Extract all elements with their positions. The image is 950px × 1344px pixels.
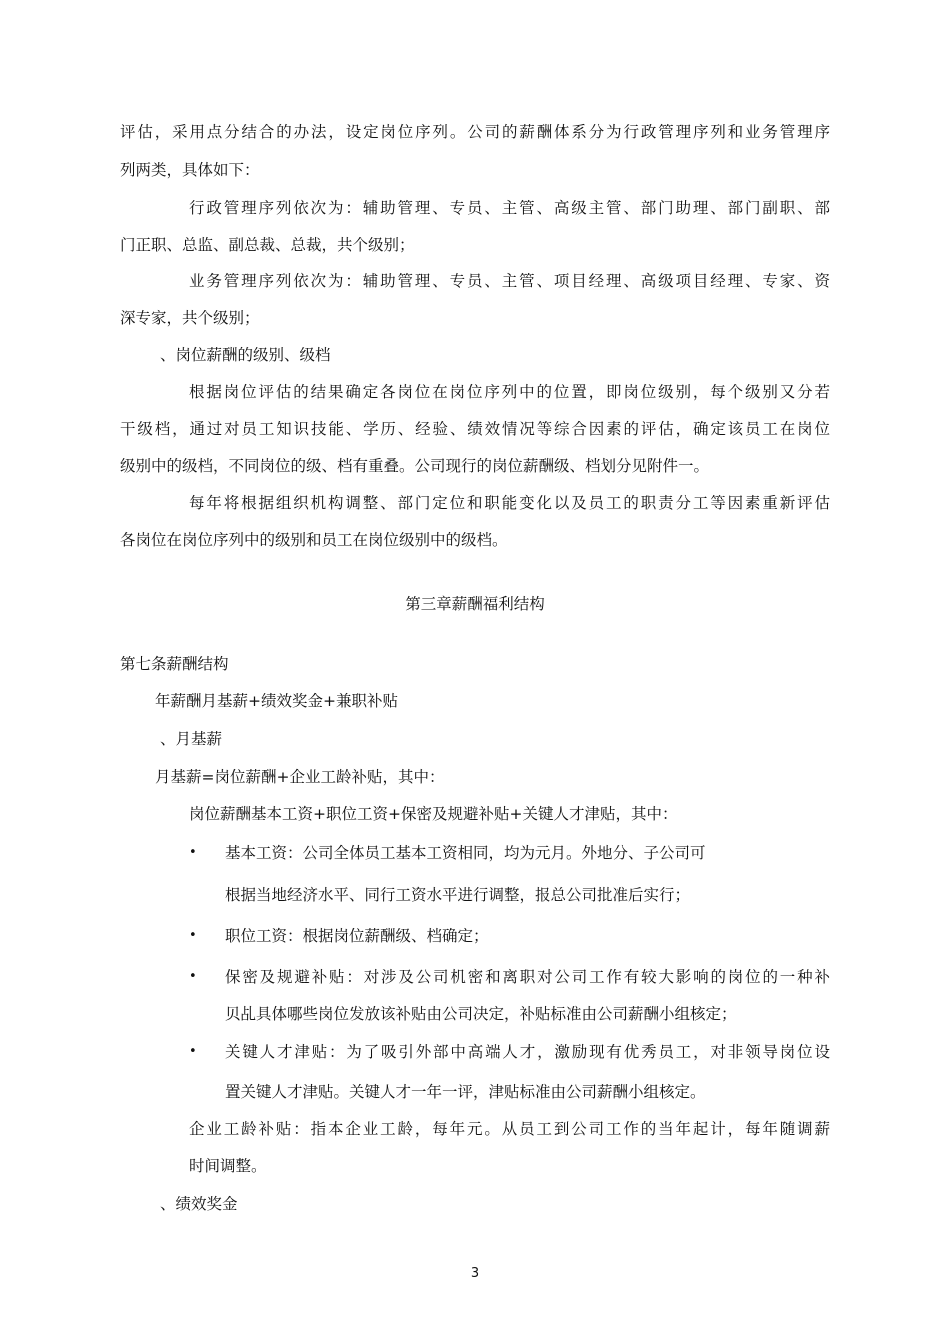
paragraph-line: 时间调整。 (189, 1157, 267, 1175)
formula-line: 年薪酬月基薪+绩效奖金+兼职补贴 (155, 692, 398, 710)
paragraph-line: 根据岗位评估的结果确定各岗位在岗位序列中的位置，即岗位级别，每个级别又分若 (189, 383, 830, 401)
paragraph-line: 门正职、总监、副总裁、总裁，共个级别； (120, 236, 415, 254)
section-heading: 、绩效奖金 (160, 1195, 238, 1213)
article-heading: 第七条薪酬结构 (120, 655, 229, 673)
paragraph-line: 企业工龄补贴：指本企业工龄，每年元。从员工到公司工作的当年起计，每年随调薪 (189, 1120, 830, 1138)
list-item-line: 基本工资：公司全体员工基本工资相同，均为元月。外地分、子公司可 (225, 844, 706, 862)
bullet-icon: • (189, 969, 197, 984)
section-heading: 、月基薪 (160, 730, 223, 748)
paragraph-line: 行政管理序列依次为：辅助管理、专员、主管、高级主管、部门助理、部门副职、部 (189, 199, 830, 217)
list-item-line: 职位工资：根据岗位薪酬级、档确定； (225, 927, 489, 945)
paragraph-line: 深专家，共个级别； (120, 309, 260, 327)
list-item-line: 关键人才津贴：为了吸引外部中高端人才，激励现有优秀员工，对非领导岗位设 (225, 1043, 830, 1061)
section-heading: 、岗位薪酬的级别、级档 (160, 346, 331, 364)
bullet-icon: • (189, 1044, 197, 1059)
paragraph-line: 列两类，具体如下： (120, 161, 260, 179)
list-item-line: 贝乩具体哪些岗位发放该补贴由公司决定，补贴标准由公司薪酬小组核定； (225, 1005, 737, 1023)
chapter-title: 第三章薪酬福利结构 (405, 595, 545, 613)
page-number: 3 (470, 1266, 480, 1281)
paragraph-line: 级别中的级档，不同岗位的级、档有重叠。公司现行的岗位薪酬级、档划分见附件一。 (120, 457, 710, 475)
bullet-icon: • (189, 845, 197, 860)
list-item-line: 保密及规避补贴：对涉及公司机密和离职对公司工作有较大影响的岗位的一种补 (225, 968, 830, 986)
paragraph-line: 各岗位在岗位序列中的级别和员工在岗位级别中的级档。 (120, 531, 508, 549)
paragraph-line: 每年将根据组织机构调整、部门定位和职能变化以及员工的职责分工等因素重新评估 (189, 494, 830, 512)
list-item-line: 根据当地经济水平、同行工资水平进行调整，报总公司批准后实行； (225, 886, 691, 904)
bullet-icon: • (189, 928, 197, 943)
paragraph-line: 评估，采用点分结合的办法，设定岗位序列。公司的薪酬体系分为行政管理序列和业务管理序 (120, 123, 830, 141)
paragraph-line: 业务管理序列依次为：辅助管理、专员、主管、项目经理、高级项目经理、专家、资 (189, 272, 830, 290)
formula-line: 岗位薪酬基本工资+职位工资+保密及规避补贴+关键人才津贴，其中： (189, 805, 678, 823)
paragraph-line: 干级档，通过对员工知识技能、学历、经验、绩效情况等综合因素的评估，确定该员工在岗位 (120, 420, 830, 438)
formula-line: 月基薪=岗位薪酬+企业工龄补贴，其中： (155, 768, 445, 786)
list-item-line: 置关键人才津贴。关键人才一年一评，津贴标准由公司薪酬小组核定。 (225, 1083, 706, 1101)
